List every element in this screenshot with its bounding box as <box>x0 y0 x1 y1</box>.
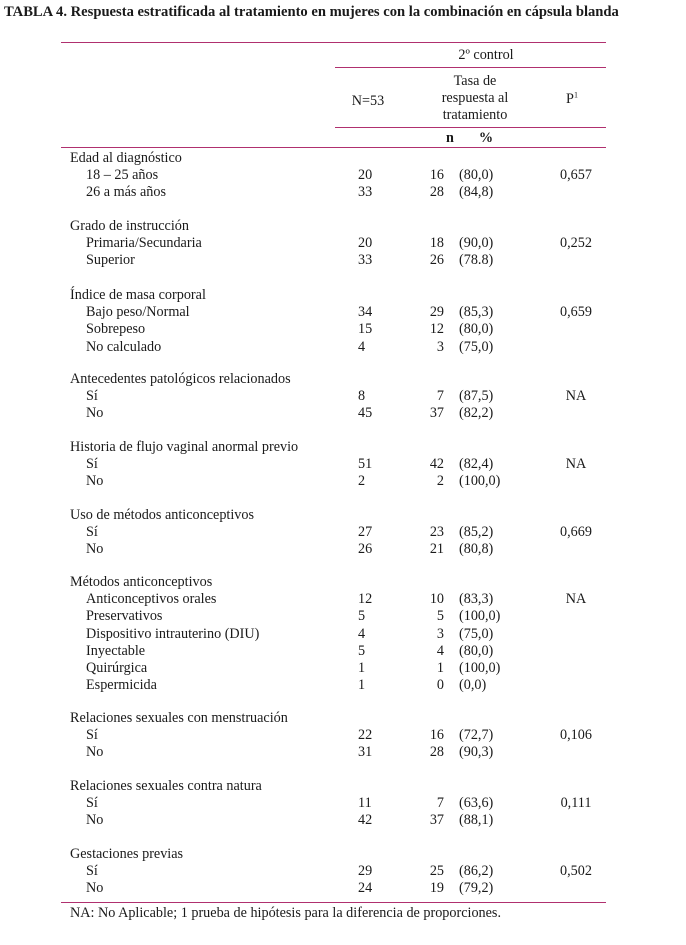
row-label: No <box>86 473 104 490</box>
row-count-value: 5 <box>436 608 444 625</box>
row-label: No <box>86 405 104 422</box>
bottom-rule <box>61 902 606 903</box>
section-heading: Gestaciones previas <box>70 846 184 862</box>
row-n-value: 33 <box>358 252 373 269</box>
row-label: No <box>86 812 104 829</box>
row-pct-value: (63,6) <box>459 795 494 812</box>
row-n-value: 5 <box>358 642 366 659</box>
row-count-value: 16 <box>429 167 444 184</box>
row-n-value: 8 <box>358 388 366 405</box>
row-p-value: NA <box>565 388 587 405</box>
row-n-value: 4 <box>358 625 366 642</box>
header-p-col <box>552 91 592 107</box>
row-count-value: 1 <box>436 660 444 676</box>
header-rate-line1: Tasa de <box>453 73 497 89</box>
row-pct-value: (85,3) <box>459 304 494 321</box>
row-n-value: 20 <box>358 235 373 252</box>
row-p-value: NA <box>565 591 587 608</box>
row-label: No <box>86 744 104 761</box>
row-label: Quirúrgica <box>86 660 148 676</box>
row-p-value: 0,657 <box>560 167 592 184</box>
row-label: Dispositivo intrauterino (DIU) <box>86 625 260 642</box>
section-heading: Relaciones sexuales con menstruación <box>70 710 288 726</box>
row-pct-value: (82,4) <box>459 456 494 473</box>
row-pct-value: (84,8) <box>459 184 494 201</box>
row-n-value: 12 <box>358 591 373 608</box>
section-heading: Edad al diagnóstico <box>70 150 182 166</box>
header-group-label: 2º control <box>458 47 514 63</box>
row-pct-value: (80,8) <box>459 541 494 558</box>
row-n-value: 22 <box>358 727 373 744</box>
row-pct-value: (80,0) <box>459 321 494 338</box>
row-n-value: 24 <box>358 880 373 897</box>
row-pct-value: (86,2) <box>459 863 494 880</box>
row-count-value: 19 <box>429 880 444 897</box>
row-p-value: 0,106 <box>560 727 592 744</box>
row-n-value: 34 <box>358 304 373 321</box>
section-heading: Uso de métodos anticonceptivos <box>70 507 255 523</box>
header-p-label: P <box>566 91 574 107</box>
row-label: Sí <box>86 727 98 744</box>
row-p-value: 0,659 <box>560 304 592 321</box>
row-n-value: 5 <box>358 608 366 625</box>
row-count-value: 28 <box>429 744 444 761</box>
row-n-value: 20 <box>358 167 373 184</box>
row-count-value: 42 <box>429 456 444 473</box>
section-heading: Grado de instrucción <box>70 218 189 234</box>
row-count-value: 3 <box>436 625 444 642</box>
row-count-value: 25 <box>429 863 444 880</box>
header-mid-rule <box>335 127 606 128</box>
row-n-value: 26 <box>358 541 373 558</box>
row-count-value: 37 <box>429 812 444 829</box>
row-label: Espermicida <box>86 677 157 694</box>
row-label: Sí <box>86 388 98 405</box>
row-pct-value: (100,0) <box>459 660 501 676</box>
row-pct-value: (75,0) <box>459 625 494 642</box>
row-pct-value: (83,3) <box>459 591 494 608</box>
row-pct-value: (100,0) <box>459 608 501 625</box>
row-pct-value: (82,2) <box>459 405 494 422</box>
row-label: Preservativos <box>86 608 163 625</box>
row-pct-value: (80,0) <box>459 167 494 184</box>
row-count-value: 16 <box>429 727 444 744</box>
section-heading: Historia de flujo vaginal anormal previo <box>70 439 299 455</box>
row-pct-value: (72,7) <box>459 727 494 744</box>
table-title: TABLA 4. Respuesta estratificada al tratamiento en mujeres con la combinación en cápsula blanda <box>4 4 619 20</box>
top-rule <box>61 42 606 43</box>
row-label: Inyectable <box>86 642 146 659</box>
row-count-value: 21 <box>429 541 444 558</box>
row-label: 26 a más años <box>86 184 166 201</box>
row-count-value: 3 <box>436 338 444 355</box>
footnote: NA: No Aplicable; 1 prueba de hipótesis para la diferencia de proporciones. <box>70 905 501 921</box>
header-p-sup: 1 <box>573 90 578 100</box>
row-n-value: 4 <box>358 338 366 355</box>
header-n-col: N=53 <box>351 93 385 109</box>
row-p-value: 0,252 <box>560 235 592 252</box>
row-n-value: 42 <box>358 812 373 829</box>
row-pct-value: (80,0) <box>459 642 494 659</box>
row-label: No calculado <box>86 338 162 355</box>
row-label: Sí <box>86 456 98 473</box>
row-n-value: 45 <box>358 405 373 422</box>
row-label: Sobrepeso <box>86 321 146 338</box>
section-heading: Métodos anticonceptivos <box>70 574 213 590</box>
row-label: Bajo peso/Normal <box>86 304 190 321</box>
row-label: Anticonceptivos orales <box>86 591 217 608</box>
row-count-value: 7 <box>436 388 444 405</box>
row-pct-value: (0,0) <box>459 677 487 694</box>
row-pct-value: (85,2) <box>459 524 494 541</box>
row-label: Primaria/Secundaria <box>86 235 202 252</box>
row-n-value: 2 <box>358 473 366 490</box>
row-label: Sí <box>86 524 98 541</box>
row-pct-value: (78.8) <box>459 252 494 269</box>
row-p-value: 0,502 <box>560 863 592 880</box>
header-sub-pct: % <box>478 130 494 146</box>
row-pct-value: (75,0) <box>459 338 494 355</box>
row-count-value: 23 <box>429 524 444 541</box>
row-p-value: NA <box>565 456 587 473</box>
row-pct-value: (90,3) <box>459 744 494 761</box>
row-label: Superior <box>86 252 135 269</box>
row-label: No <box>86 541 104 558</box>
row-n-value: 11 <box>358 795 372 812</box>
row-label: Sí <box>86 795 98 812</box>
header-rate-line3: tratamiento <box>442 107 508 123</box>
row-n-value: 29 <box>358 863 373 880</box>
row-pct-value: (88,1) <box>459 812 494 829</box>
row-count-value: 0 <box>436 677 444 694</box>
row-n-value: 1 <box>358 660 366 676</box>
row-n-value: 33 <box>358 184 373 201</box>
row-label: Sí <box>86 863 98 880</box>
row-count-value: 37 <box>429 405 444 422</box>
row-n-value: 27 <box>358 524 373 541</box>
row-pct-value: (79,2) <box>459 880 494 897</box>
row-label: 18 – 25 años <box>86 167 159 184</box>
row-label: No <box>86 880 104 897</box>
section-heading: Índice de masa corporal <box>70 287 206 303</box>
group-underline <box>335 67 606 68</box>
row-count-value: 2 <box>436 473 444 490</box>
row-count-value: 12 <box>429 321 444 338</box>
row-count-value: 18 <box>429 235 444 252</box>
row-n-value: 15 <box>358 321 373 338</box>
row-p-value: 0,111 <box>560 795 592 812</box>
row-p-value: 0,669 <box>560 524 592 541</box>
row-count-value: 4 <box>436 642 444 659</box>
row-n-value: 1 <box>358 677 366 694</box>
row-count-value: 7 <box>436 795 444 812</box>
row-pct-value: (90,0) <box>459 235 494 252</box>
row-n-value: 51 <box>358 456 373 473</box>
header-rate-line2: respuesta al <box>441 90 509 106</box>
header-bottom-rule <box>61 147 606 148</box>
section-heading: Relaciones sexuales contra natura <box>70 778 262 794</box>
row-count-value: 28 <box>429 184 444 201</box>
section-heading: Antecedentes patológicos relacionados <box>70 371 291 387</box>
row-count-value: 10 <box>429 591 444 608</box>
row-count-value: 26 <box>429 252 444 269</box>
row-count-value: 29 <box>429 304 444 321</box>
row-n-value: 31 <box>358 744 373 761</box>
header-sub-n: n <box>446 130 454 146</box>
row-pct-value: (100,0) <box>459 473 501 490</box>
row-pct-value: (87,5) <box>459 388 494 405</box>
